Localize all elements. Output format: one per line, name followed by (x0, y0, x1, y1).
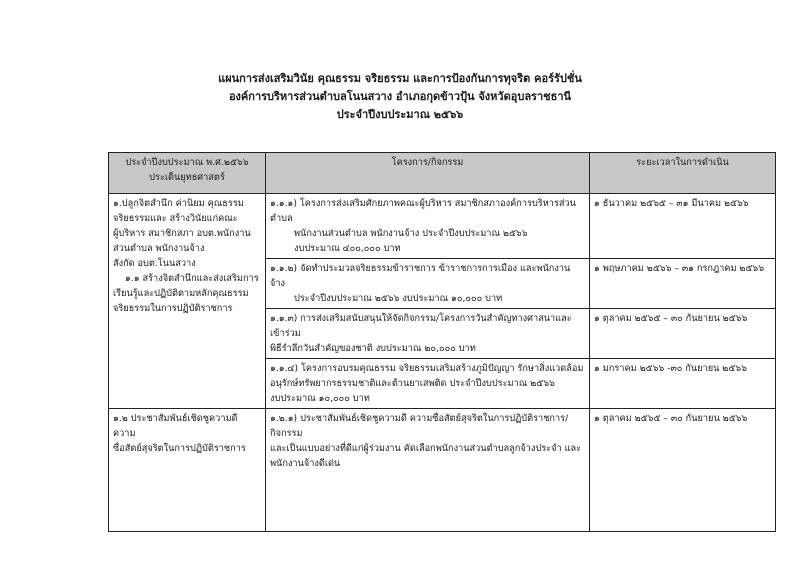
project-cell (266, 259, 590, 309)
title-line-3: ประจำปีงบประมาณ ๒๕๖๖ (336, 108, 464, 121)
strategy-1-line: ส่วนตำบล พนักงานจ้าง (113, 243, 205, 254)
project-line: และเป็นแบบอย่างที่ดีแก่ผู้ร่วมงาน คัดเลือกพนักงานส่วนตำบลลูกจ้างประจำ และ (270, 443, 582, 454)
project-cell (266, 409, 590, 532)
title-line-1: แผนการส่งเสริมวินัย คุณธรรม จริยธรรม และการป้องกันการทุจริต คอร์รัปชั่น (218, 72, 582, 85)
strategy-2-line: ๑.๒ ประชาสัมพันธ์เชิดชูความดี ความ (113, 413, 238, 439)
project-cell (266, 309, 590, 359)
project-line: ๑.๑.๓) การส่งเสริมสนับสนุนให้จัดกิจกรรม/โครงการวันสำคัญทางศาสนาและเข้าร่วม (270, 313, 572, 339)
project-cell (266, 194, 590, 259)
project-line: งบประมาณ ๔๐๐,๐๐๐ บาท (294, 243, 401, 254)
project-line: ประจำปีงบประมาณ ๒๕๖๖ งบประมาณ ๑๐,๐๐๐ บาท (294, 293, 503, 304)
strategy-1-sub-line: ๑.๑ สร้างจิตสำนึกและส่งเสริมการ (125, 273, 259, 284)
document-title-block (0, 70, 800, 124)
period-cell: ๑ พฤษภาคม ๒๕๖๖ – ๓๑ กรกฎาคม ๒๕๖๖ (590, 259, 776, 309)
period-cell: ๑ ตุลาคม ๒๕๖๕ – ๓๐ กันยายน ๒๕๖๖ (590, 309, 776, 359)
strategy-2-line: ซื่อสัตย์สุจริตในการปฏิบัติราชการ (113, 443, 246, 454)
period-cell: ๑ ตุลาคม ๒๕๖๕ – ๓๐ กันยายน ๒๕๖๖ (590, 409, 776, 532)
strategy-1-line: ผู้บริหาร สมาชิกสภา อบต.พนักงาน (113, 228, 251, 239)
strategy-1-line: ๑.ปลูกจิตสำนึก ค่านิยม คุณธรรม (113, 198, 244, 209)
strategy-2-cell (109, 409, 266, 532)
title-line-2: องค์การบริหารส่วนตำบลโนนสวาง อำเภอกุดข้าวปุ้น จังหวัดอุบลราชธานี (228, 90, 572, 103)
project-line: พิธีรำลึกวันสำคัญของชาติ งบประมาณ ๒๐,๐๐๐ บาท (270, 343, 476, 354)
table-header-row (109, 153, 776, 194)
project-line: ๑.๑.๔) โครงการอบรมคุณธรรม จริยธรรมเสริมสร้างภูมิปัญญา รักษาสิ่งแวดล้อม (270, 363, 584, 374)
strategy-1-line: จริยธรรมและ สร้างวินัยแก่คณะ (113, 213, 238, 224)
strategy-1-sub-line: เรียนรู้และปฏิบัติตามหลักคุณธรรม (113, 288, 249, 299)
project-line: พนักงานส่วนตำบล พนักงานจ้าง ประจำปีงบประมาณ ๒๕๖๖ (294, 228, 528, 239)
strategy-1-line: สังกัด อบต.โนนสวาง (113, 258, 196, 269)
header-strategy-line-2: ประเด็นยุทธศาสตร์ (149, 172, 225, 183)
strategy-1-cell (109, 194, 266, 409)
header-project: โครงการ/กิจกรรม (266, 153, 590, 194)
header-period: ระยะเวลาในการดำเนิน (590, 153, 776, 194)
project-cell (266, 359, 590, 409)
project-line: ๑.๑.๒) จัดทำประมวลจริยธรรมข้าราชการ ข้าราชการการเมือง และพนักงานจ้าง (270, 263, 571, 289)
project-line: อนุรักษ์ทรัพยากรธรรมชาติและต้านยาเสพติด ประจำปีงบประมาณ ๒๕๖๖ (270, 378, 555, 389)
project-line: พนักงานจ้างดีเด่น (270, 458, 341, 469)
project-line: งบประมาณ ๑๐,๐๐๐ บาท (270, 393, 370, 404)
period-cell: ๑ มกราคม ๒๕๖๖ -๓๐ กันยายน ๒๕๖๖ (590, 359, 776, 409)
header-strategy (109, 153, 266, 194)
project-line: ๑.๒.๑) ประชาสัมพันธ์เชิดชูความดี ความซื่อสัตย์สุจริตในการปฏิบัติราชการ/กิจกรรม (270, 413, 569, 439)
header-strategy-line-1: ประจำปีงบประมาณ พ.ศ.๒๕๖๖ (125, 157, 249, 168)
project-line: ๑.๑.๑) โครงการส่งเสริมศักยภาพคณะผู้บริหาร สมาชิกสภาองค์การบริหารส่วนตำบล (270, 198, 576, 224)
table-row (109, 409, 776, 532)
period-cell: ๑ ธันวาคม ๒๕๖๕ – ๓๑ มีนาคม ๒๕๖๖ (590, 194, 776, 259)
strategy-1-sub-line: จริยธรรมในการปฏิบัติราชการ (113, 303, 233, 314)
plan-table (108, 152, 776, 532)
table-row (109, 194, 776, 259)
